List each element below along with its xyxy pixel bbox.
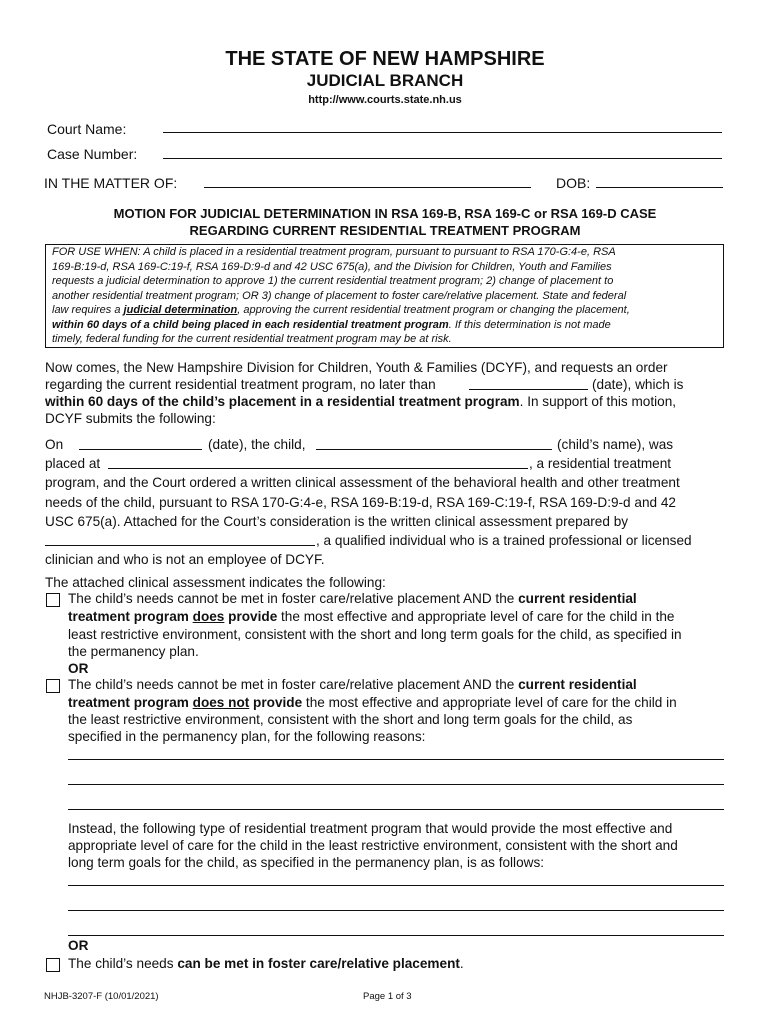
intro-line4: DCYF submits the following: (45, 411, 216, 426)
or-separator-2: OR (68, 938, 89, 953)
for-use-line6: within 60 days of a child being placed in each residential treatment program. If this determination is not made (52, 318, 611, 331)
form-id: NHJB-3207-F (10/01/2021) (44, 991, 159, 1002)
for-use-line3: requests a judicial determination to approve 1) the current residential treatment program; 2) change of placement to (52, 275, 614, 287)
instead-line1: Instead, the following type of residential treatment program that would provide the most effective and (68, 821, 673, 836)
option1-checkbox[interactable] (46, 593, 60, 607)
placement-date-field[interactable] (79, 449, 202, 450)
placed-at-field[interactable] (108, 468, 528, 469)
child-name-field[interactable] (316, 449, 552, 450)
option2-line4: specified in the permanency plan, for the following reasons: (68, 729, 426, 744)
court-name-label: Court Name: (47, 121, 127, 137)
for-use-line1: FOR USE WHEN: A child is placed in a residential treatment program, pursuant to pursuant to RSA 170-G:4-e, RSA (52, 246, 616, 258)
reasons-line-2[interactable] (68, 784, 724, 785)
reasons-line-1[interactable] (68, 759, 724, 760)
for-use-line2: 169-B:19-d, RSA 169-C:19-f, RSA 169-D:9-d and 42 USC 675(a), and the Division for Children, Youth and Families (52, 260, 612, 273)
reasons-line-3[interactable] (68, 809, 724, 810)
for-use-line4: another residential treatment program; OR 3) change of placement to foster care/relative placement. State and federal (52, 289, 627, 302)
motion-title-line2: REGARDING CURRENT RESIDENTIAL TREATMENT PROGRAM (189, 223, 581, 238)
assessment-line5: USC 675(a). Attached for the Court’s consideration is the written clinical assessment prepared by (45, 514, 629, 529)
assessment-line4: needs of the child, pursuant to RSA 170-G:4-e, RSA 169-B:19-d, RSA 169-C:19-f, RSA 169-D:9-d and 42 (45, 495, 676, 510)
alternative-line-1[interactable] (68, 885, 724, 886)
alternative-line-2[interactable] (68, 910, 724, 911)
document-title: THE STATE OF NEW HAMPSHIRE (225, 48, 545, 70)
option3-line: The child’s needs can be met in foster care/relative placement. (68, 956, 464, 971)
assessment-line3: program, and the Court ordered a written clinical assessment of the behavioral health and other treatment (45, 475, 680, 490)
in-the-matter-label: IN THE MATTER OF: (44, 175, 178, 191)
option2-checkbox[interactable] (46, 679, 60, 693)
residential-treatment-label: , a residential treatment (529, 456, 672, 471)
intro-line1: Now comes, the New Hampshire Division for Children, Youth & Families (DCYF), and requests an order (45, 360, 668, 375)
court-name-field[interactable] (163, 132, 722, 133)
intro-line2a: regarding the current residential treatment program, no later than (45, 377, 436, 392)
option1-line3: least restrictive environment, consistent with the short and long term goals for the child, as specified in (68, 627, 682, 642)
child-name-label: (child’s name), was (557, 437, 674, 452)
option1-line4: the permanency plan. (68, 644, 199, 659)
order-date-field[interactable] (469, 389, 588, 390)
intro-line3: within 60 days of the child’s placement in a residential treatment program. In support of this motion, (45, 394, 677, 409)
instead-line2: appropriate level of care for the child in the least restrictive environment, consistent with the short and (68, 838, 678, 853)
date-child-label: (date), the child, (208, 437, 306, 452)
assessment-line7: clinician and who is not an employee of DCYF. (45, 552, 325, 567)
placed-at-label: placed at (45, 456, 101, 471)
option2-line3: the least restrictive environment, consistent with the short and long term goals for the child, as (68, 712, 633, 727)
dob-field[interactable] (596, 187, 723, 188)
in-the-matter-field[interactable] (204, 187, 531, 188)
option2-line1: The child’s needs cannot be met in foster care/relative placement AND the current residential (68, 677, 637, 692)
intro-line2b: (date), which is (592, 377, 684, 392)
court-url[interactable]: http://www.courts.state.nh.us (308, 94, 462, 106)
dob-label: DOB: (556, 175, 591, 191)
on-label: On (45, 437, 64, 452)
page-number: Page 1 of 3 (363, 991, 412, 1002)
for-use-line5: law requires a judicial determination, approving the current residential treatment program or changing the placement, (52, 304, 630, 316)
prepared-by-field[interactable] (45, 545, 315, 546)
instead-line3: long term goals for the child, as specified in the permanency plan, is as follows: (68, 855, 545, 870)
option1-line1: The child’s needs cannot be met in foster care/relative placement AND the current residential (68, 591, 637, 606)
option1-line2: treatment program does provide the most effective and appropriate level of care for the child in the (68, 609, 675, 624)
motion-title-line1: MOTION FOR JUDICIAL DETERMINATION IN RSA 169-B, RSA 169-C or RSA 169-D CASE (113, 206, 657, 221)
option2-line2: treatment program does not provide the most effective and appropriate level of care for the child in (68, 695, 677, 710)
option3-checkbox[interactable] (46, 958, 60, 972)
case-number-label: Case Number: (47, 146, 138, 162)
for-use-line7: timely, federal funding for the current residential treatment program may be at risk. (52, 333, 452, 345)
case-number-field[interactable] (163, 158, 722, 159)
alternative-line-3[interactable] (68, 935, 724, 936)
or-separator-1: OR (68, 661, 89, 676)
judicial-branch-heading: JUDICIAL BRANCH (306, 71, 464, 90)
assessment-indicates: The attached clinical assessment indicates the following: (45, 575, 386, 590)
assessment-line6: , a qualified individual who is a trained professional or licensed (316, 533, 692, 548)
